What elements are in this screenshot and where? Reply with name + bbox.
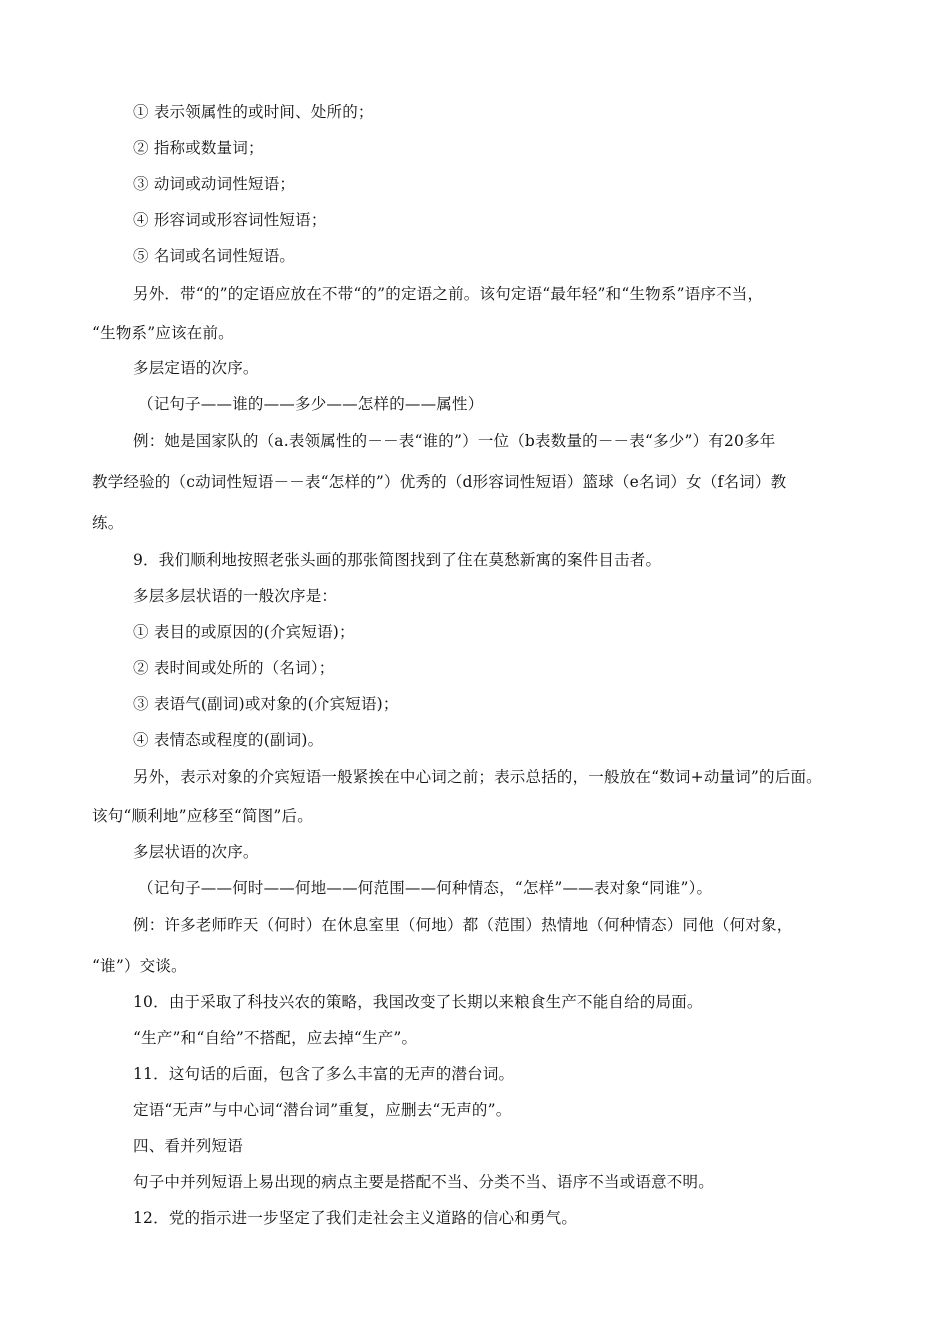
- question-9: 9．我们顺利地按照老张头画的那张简图找到了住在莫愁新寓的案件目击者。: [133, 551, 662, 569]
- answer-10: “生产”和“自给”不搭配，应去掉“生产”。: [133, 1029, 418, 1047]
- list-item-attribute-5: ⑤ 名词或名词性短语。: [133, 247, 296, 265]
- section-heading-parallel-phrases: 四、看并列短语: [133, 1137, 243, 1155]
- list-item-adverbial-4: ④ 表情态或程度的(副词)。: [133, 731, 324, 749]
- paragraph-adverbial-order-note: 另外，表示对象的介宾短语一般紧挨在中心词之前；表示总括的，一般放在“数词+动量词”的后面。: [133, 768, 822, 786]
- question-11: 11．这句话的后面，包含了多么丰富的无声的潜台词。: [133, 1065, 515, 1083]
- example-attribute-line-3: 练。: [92, 514, 124, 532]
- paragraph-attribute-order-note-cont: “生物系”应该在前。: [92, 324, 234, 342]
- heading-adverbial-order: 多层状语的次序。: [133, 843, 259, 861]
- list-item-attribute-3: ③ 动词或动词性短语；: [133, 175, 296, 193]
- paragraph-adverbial-order-note-cont: 该句“顺利地”应移至“简图”后。: [92, 807, 313, 825]
- mnemonic-adverbial-order: （记句子——何时——何地——何范围——何种情态，“怎样”——表对象“同谁”）。: [138, 879, 713, 897]
- question-10: 10．由于采取了科技兴农的策略，我国改变了长期以来粮食生产不能自给的局面。: [133, 993, 703, 1011]
- heading-attribute-order: 多层定语的次序。: [133, 359, 259, 377]
- list-item-adverbial-1: ① 表目的或原因的(介宾短语)；: [133, 623, 355, 641]
- list-item-attribute-4: ④ 形容词或形容词性短语；: [133, 211, 327, 229]
- list-item-adverbial-2: ② 表时间或处所的（名词）；: [133, 659, 335, 677]
- heading-adverbial-general-order: 多层多层状语的一般次序是：: [133, 587, 338, 605]
- mnemonic-attribute-order: （记句子——谁的——多少——怎样的——属性）: [138, 395, 484, 413]
- example-attribute-line-2: 教学经验的（c动词性短语－－表“怎样的”）优秀的（d形容词性短语）篮球（e名词）女（f名词）教: [92, 473, 787, 491]
- paragraph-attribute-order-note: 另外．带“的”的定语应放在不带“的”的定语之前。该句定语“最年轻”和“生物系”语序不当，: [133, 285, 764, 303]
- example-attribute-line-1: 例：她是国家队的（a.表领属性的－－表“谁的”）一位（b表数量的－－表“多少”）有20多年: [133, 432, 776, 450]
- list-item-attribute-2: ② 指称或数量词；: [133, 139, 264, 157]
- list-item-attribute-1: ① 表示领属性的或时间、处所的；: [133, 103, 374, 121]
- example-adverbial-line-1: 例：许多老师昨天（何时）在休息室里（何地）都（范围）热情地（何种情态）同他（何对象，: [133, 916, 793, 934]
- answer-11: 定语“无声”与中心词“潜台词”重复，应删去“无声的”。: [133, 1101, 512, 1119]
- paragraph-parallel-phrases: 句子中并列短语上易出现的病点主要是搭配不当、分类不当、语序不当或语意不明。: [133, 1173, 714, 1191]
- list-item-adverbial-3: ③ 表语气(副词)或对象的(介宾短语)；: [133, 695, 399, 713]
- example-adverbial-line-2: “谁”）交谈。: [92, 957, 187, 975]
- question-12: 12．党的指示进一步坚定了我们走社会主义道路的信心和勇气。: [133, 1209, 578, 1227]
